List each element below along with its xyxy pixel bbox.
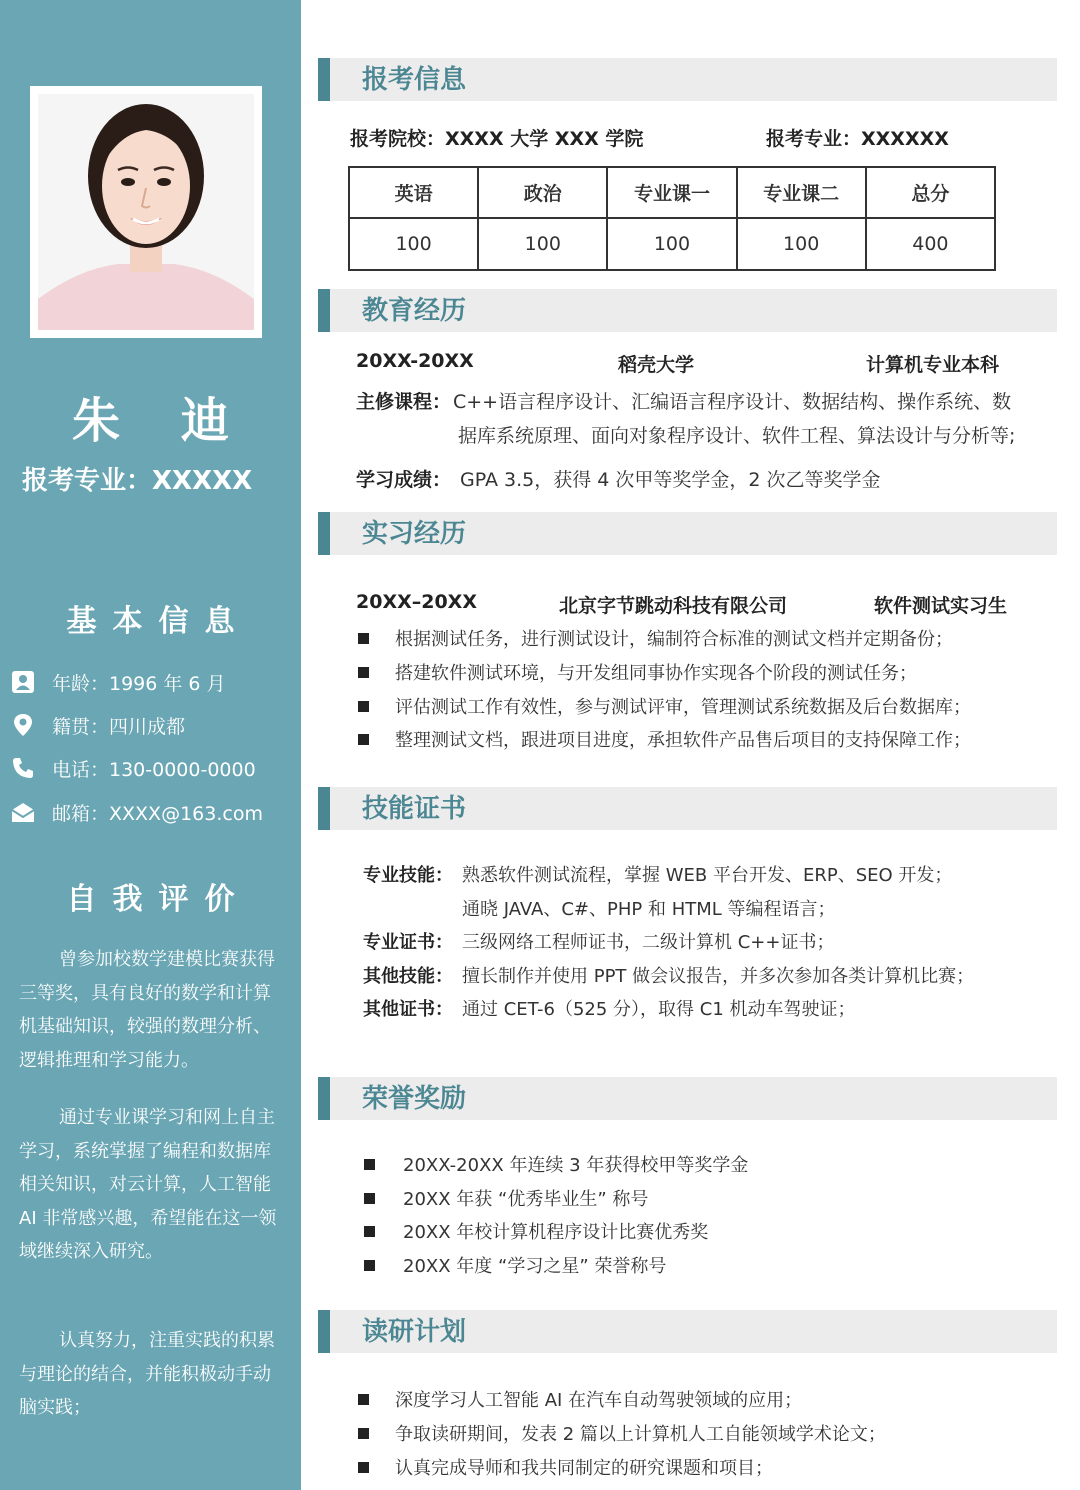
honor-text: 20XX 年获 “优秀毕业生” 称号 [403, 1189, 649, 1210]
bullet-square-icon [358, 633, 369, 644]
bullet-square-icon [358, 1428, 369, 1439]
section-accent-bar [318, 1310, 330, 1353]
section-accent-bar [318, 1077, 330, 1120]
education-degree: 计算机专业本科 [866, 354, 1000, 376]
score-value-cell: 100 [737, 218, 866, 270]
phone-icon [10, 755, 36, 781]
score-value-cell: 400 [866, 218, 995, 270]
honor-text: 20XX 年校计算机程序设计比赛优秀奖 [403, 1222, 709, 1243]
section-header-exam [318, 58, 1057, 101]
score-header-cell: 总分 [866, 167, 995, 218]
prof-cert-label: 专业证书： [363, 932, 453, 953]
honor-text: 20XX-20XX 年连续 3 年获得校甲等奖学金 [403, 1155, 749, 1176]
portrait-illustration [38, 94, 254, 330]
section-header-study-plan [318, 1310, 1057, 1353]
courses-line: C++语言程序设计、汇编语言程序设计、数据结构、操作系统、数 [453, 391, 1012, 413]
prof-cert-text: 三级网络工程师证书，二级计算机 C++证书； [462, 932, 835, 953]
education-period: 20XX-20XX [356, 350, 474, 372]
prof-skill-text: 通晓 JAVA、C#、PHP 和 HTML 等编程语言； [462, 899, 836, 920]
info-email [10, 797, 263, 827]
self-eval-paragraph: 认真努力，注重实践的积累与理论的结合，并能积极动手动脑实践； [19, 1330, 275, 1418]
score-value-cell: 100 [607, 218, 736, 270]
honor-item [364, 1252, 666, 1278]
self-eval-paragraph: 曾参加校数学建模比赛获得三等奖，具有良好的数学和计算机基础知识，较强的数理分析、逻辑推理和学习能力。 [19, 949, 275, 1071]
candidate-name: 朱 迪 [72, 393, 251, 449]
bullet-square-icon [358, 1394, 369, 1405]
profile-photo-frame [30, 86, 262, 338]
section-accent-bar [318, 512, 330, 555]
other-cert-label: 其他证书： [363, 999, 453, 1020]
education-school: 稻壳大学 [618, 354, 695, 376]
honor-item [364, 1151, 748, 1177]
score-header-cell: 专业课二 [737, 167, 866, 218]
score-table-value-row [349, 218, 995, 270]
study-plan-item [358, 1420, 886, 1446]
sidebar [0, 0, 301, 1490]
internship-period: 20XX–20XX [356, 591, 477, 613]
section-title: 荣誉奖励 [362, 1084, 467, 1114]
bullet-square-icon [364, 1260, 375, 1271]
bullet-square-icon [358, 667, 369, 678]
person-icon [10, 669, 36, 695]
section-header-internship [318, 512, 1057, 555]
internship-role: 软件测试实习生 [874, 595, 1008, 617]
bullet-square-icon [358, 1462, 369, 1473]
score-header-cell: 政治 [478, 167, 607, 218]
score-table [348, 166, 996, 271]
sidebar-target-major: 报考专业：XXXXX [22, 466, 253, 496]
mail-icon [10, 799, 36, 825]
score-table-header-row [349, 167, 995, 218]
score-header-cell: 英语 [349, 167, 478, 218]
internship-duty-text: 根据测试任务，进行测试设计，编制符合标准的测试文档并定期备份； [395, 629, 953, 650]
internship-duty-item [358, 659, 917, 685]
bullet-square-icon [364, 1226, 375, 1237]
internship-duty-item [358, 625, 953, 651]
section-accent-bar [318, 787, 330, 830]
profile-photo [38, 94, 254, 330]
section-title: 读研计划 [362, 1317, 467, 1347]
courses-line: 据库系统原理、面向对象程序设计、软件工程、算法设计与分析等; [458, 425, 1016, 447]
info-age-text: 年龄：1996 年 6 月 [52, 672, 226, 695]
section-accent-bar [318, 289, 330, 332]
info-phone-text: 电话：130-0000-0000 [52, 758, 256, 781]
internship-duty-text: 搭建软件测试环境，与开发组同事协作实现各个阶段的测试任务； [395, 663, 917, 684]
section-header-education [318, 289, 1057, 332]
exam-school: 报考院校：XXXX 大学 XXX 学院 [350, 128, 644, 150]
internship-company: 北京字节跳动科技有限公司 [559, 595, 788, 617]
other-skill-label: 其他技能： [363, 966, 453, 987]
section-accent-bar [318, 58, 330, 101]
basic-info-heading: 基本信息 [66, 604, 251, 639]
section-title: 实习经历 [362, 519, 467, 549]
grades-label: 学习成绩： [356, 469, 452, 491]
other-skill-text: 擅长制作并使用 PPT 做会议报告，并多次参加各类计算机比赛； [462, 966, 975, 987]
section-header-honors [318, 1077, 1057, 1120]
score-value-cell: 100 [349, 218, 478, 270]
study-plan-item [358, 1454, 773, 1480]
bullet-square-icon [364, 1159, 375, 1170]
info-age [10, 667, 226, 697]
honor-text: 20XX 年度 “学习之星” 荣誉称号 [403, 1256, 667, 1277]
internship-duty-text: 整理测试文档，跟进项目进度，承担软件产品售后项目的支持保障工作； [395, 730, 971, 751]
grades-text: GPA 3.5，获得 4 次甲等奖学金，2 次乙等奖学金 [460, 469, 881, 491]
score-value-cell: 100 [478, 218, 607, 270]
info-phone [10, 753, 256, 783]
honor-item [364, 1185, 648, 1211]
study-plan-text: 深度学习人工智能 AI 在汽车自动驾驶领域的应用； [395, 1390, 803, 1411]
self-eval-heading: 自我评价 [66, 882, 251, 917]
study-plan-text: 认真完成导师和我共同制定的研究课题和项目； [395, 1458, 773, 1479]
prof-skill-text: 熟悉软件测试流程，掌握 WEB 平台开发、ERP、SEO 开发； [462, 865, 953, 886]
other-cert-text: 通过 CET-6（525 分），取得 C1 机动车驾驶证； [462, 999, 856, 1020]
exam-major: 报考专业：XXXXXX [766, 128, 949, 150]
bullet-square-icon [364, 1193, 375, 1204]
section-title: 报考信息 [362, 65, 467, 95]
internship-duty-item [358, 693, 971, 719]
honor-item [364, 1218, 708, 1244]
location-pin-icon [10, 712, 36, 738]
info-hometown [10, 710, 185, 740]
info-email-text: 邮箱：XXXX@163.com [52, 802, 263, 825]
study-plan-item [358, 1386, 802, 1412]
bullet-square-icon [358, 734, 369, 745]
internship-duty-text: 评估测试工作有效性，参与测试评审，管理测试系统数据及后台数据库； [395, 697, 971, 718]
study-plan-text: 争取读研期间，发表 2 篇以上计算机人工自能领域学术论文； [395, 1424, 886, 1445]
courses-label: 主修课程： [356, 391, 452, 413]
section-title: 技能证书 [362, 794, 467, 824]
score-header-cell: 专业课一 [607, 167, 736, 218]
internship-duty-item [358, 726, 971, 752]
section-header-skills [318, 787, 1057, 830]
bullet-square-icon [358, 701, 369, 712]
prof-skill-label: 专业技能： [363, 865, 453, 886]
info-hometown-text: 籍贯：四川成都 [52, 715, 186, 738]
self-eval-paragraph: 通过专业课学习和网上自主学习，系统掌握了编程和数据库相关知识，对云计算，人工智能 AI 非常感兴趣，希望能在这一领域继续深入研究。 [19, 1107, 277, 1262]
section-title: 教育经历 [362, 296, 467, 326]
